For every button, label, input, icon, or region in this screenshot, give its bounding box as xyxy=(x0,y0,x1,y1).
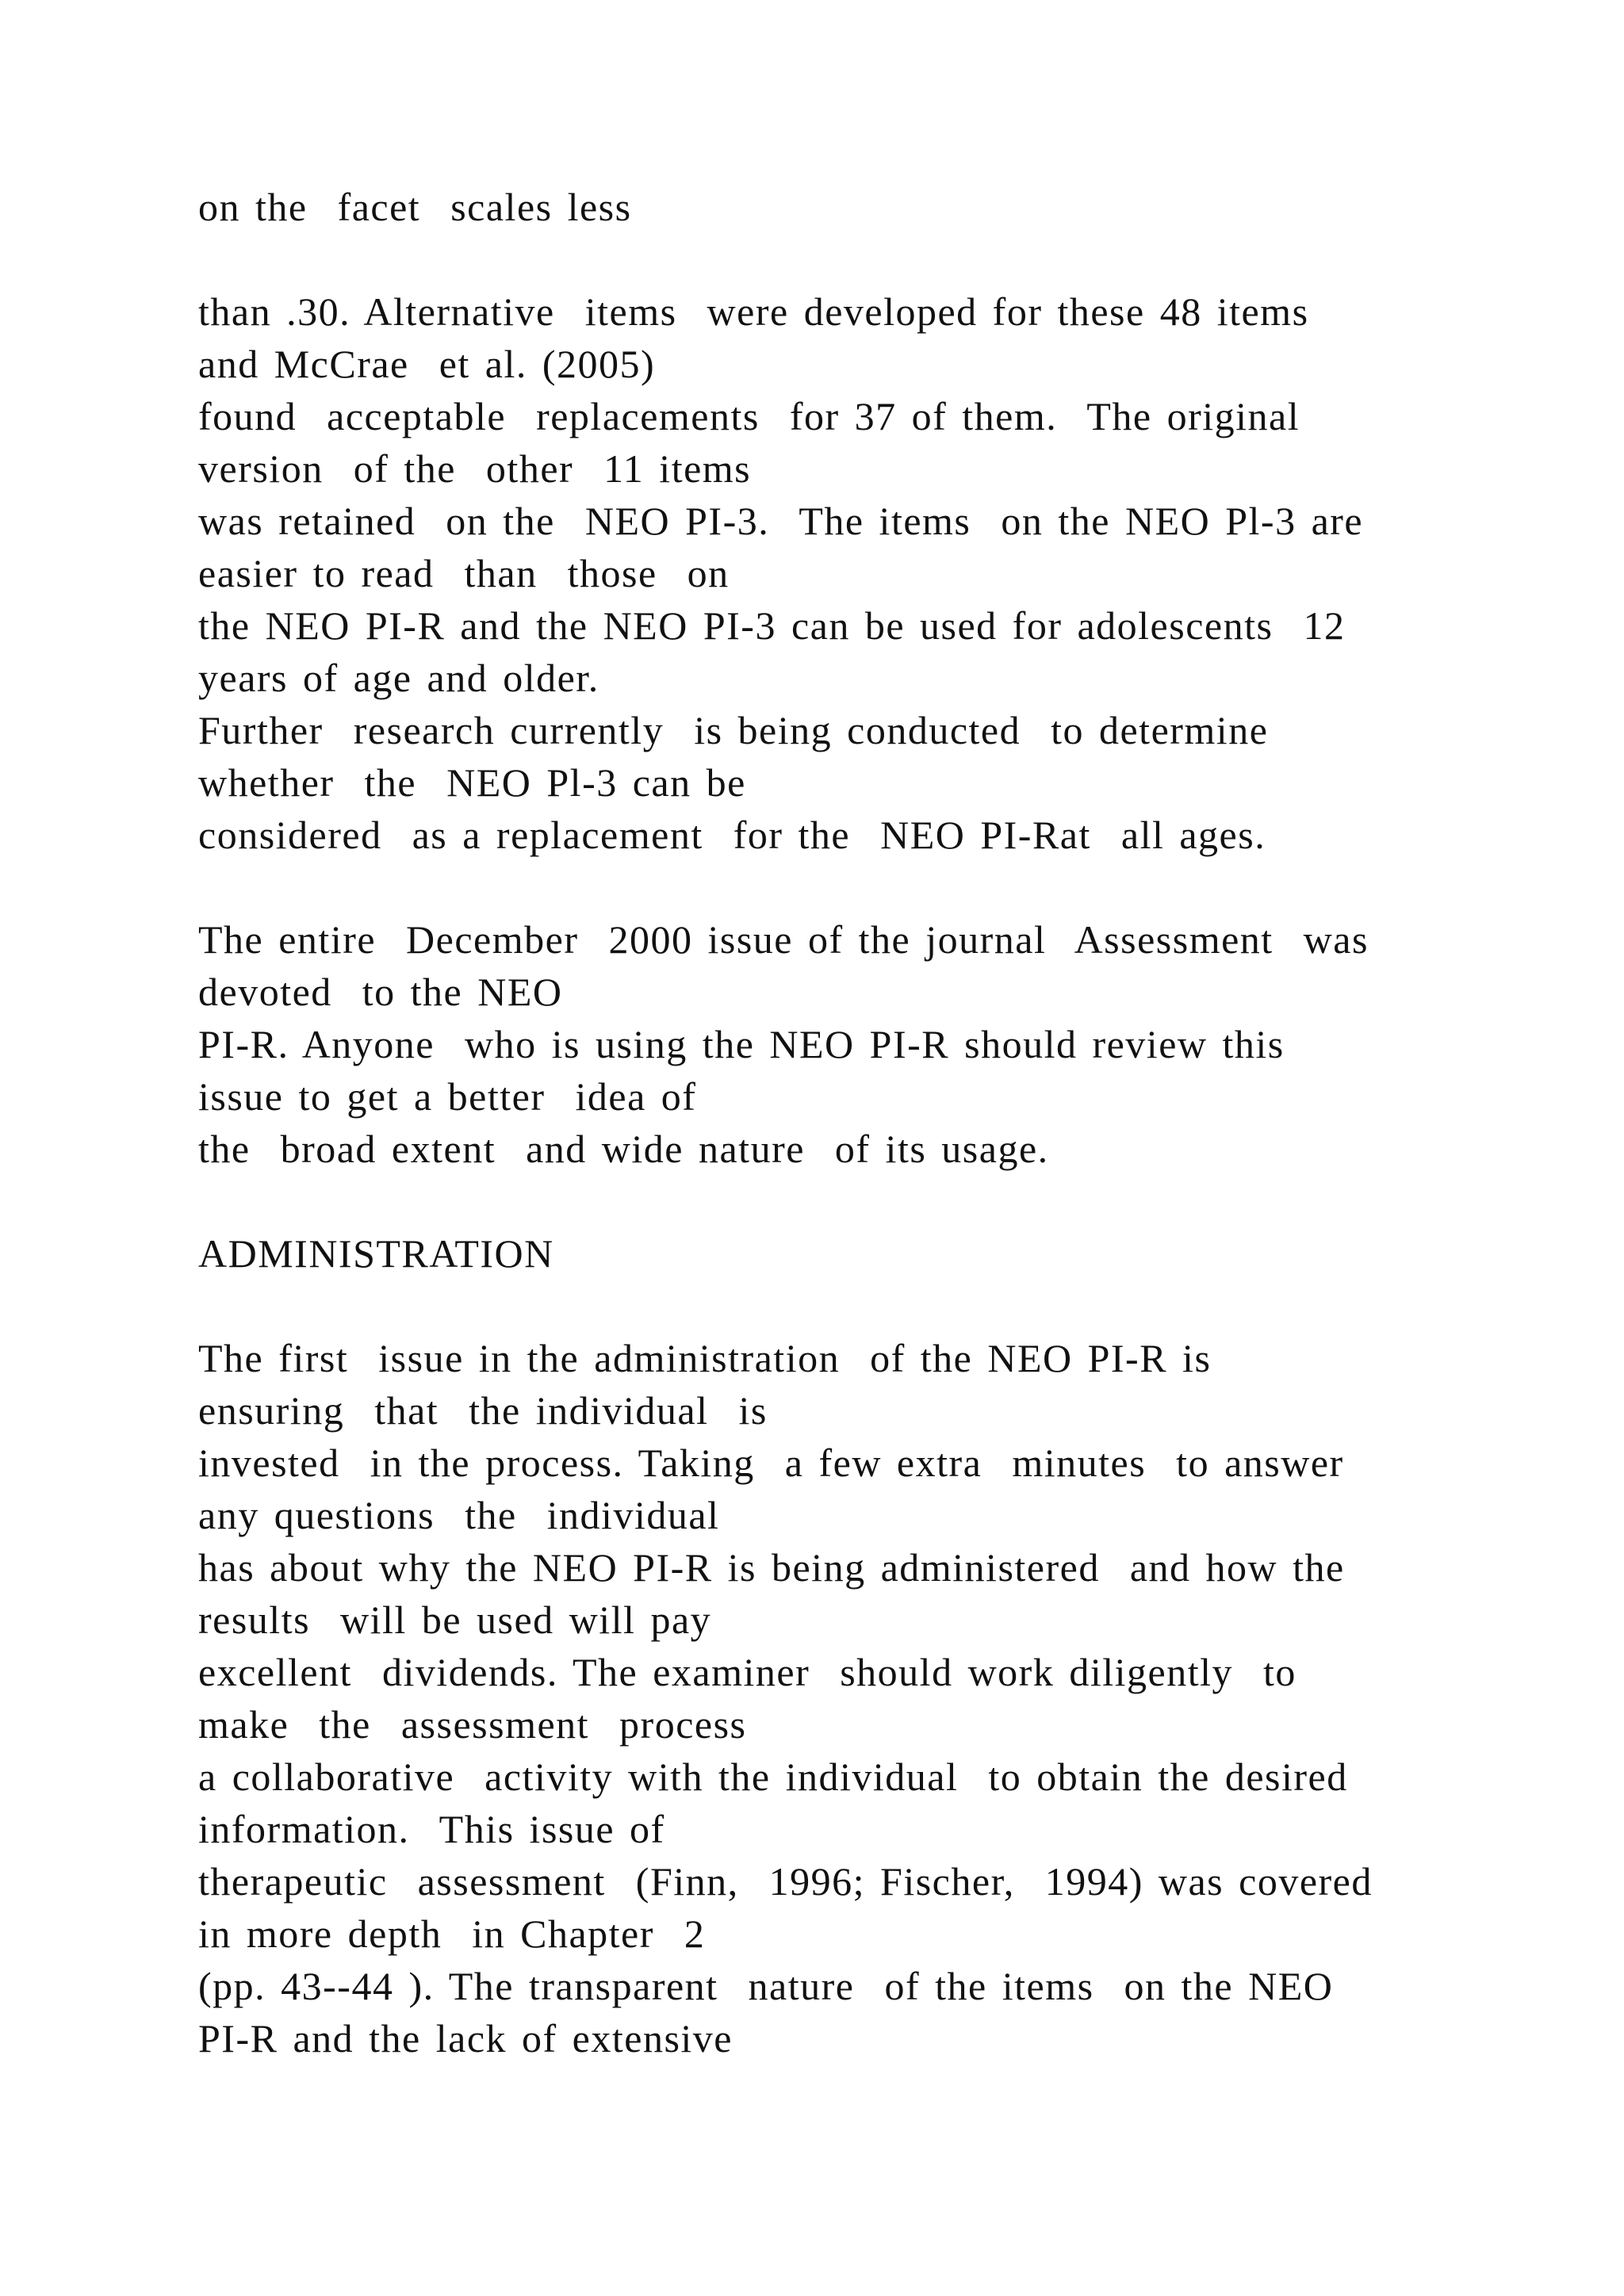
text-line: on the facet scales less xyxy=(198,185,632,229)
text-line: version of the other 11 items xyxy=(198,446,752,491)
text-line: The first issue in the administration of the NEO PI-R is xyxy=(198,1336,1212,1380)
text-line: ensuring that the individual is xyxy=(198,1388,768,1433)
text-line: found acceptable replacements for 37 of them. The original xyxy=(198,394,1300,438)
paragraph-administration xyxy=(198,1332,1435,2064)
text-line: results will be used will pay xyxy=(198,1598,712,1642)
text-line: the broad extent and wide nature of its usage. xyxy=(198,1127,1049,1171)
text-line: make the assessment process xyxy=(198,1702,747,1747)
text-line: issue to get a better idea of xyxy=(198,1074,697,1119)
text-line: The entire December 2000 issue of the journal Assessment was xyxy=(198,917,1369,962)
text-line: information. This issue of xyxy=(198,1807,665,1851)
text-line: easier to read than those on xyxy=(198,551,730,595)
text-line: than .30. Alternative items were developed for these 48 items xyxy=(198,289,1309,334)
text-line: the NEO PI-R and the NEO PI-3 can be used for adolescents 12 xyxy=(198,603,1346,648)
text-line: in more depth in Chapter 2 xyxy=(198,1911,706,1956)
text-line: PI-R. Anyone who is using the NEO PI-R should review this xyxy=(198,1022,1285,1066)
text-line: Further research currently is being conducted to determine xyxy=(198,708,1269,752)
text-line: therapeutic assessment (Finn, 1996; Fischer, 1994) was covered xyxy=(198,1859,1373,1904)
text-line: considered as a replacement for the NEO PI-Rat all ages. xyxy=(198,813,1266,857)
text-line: and McCrae et al. (2005) xyxy=(198,342,656,386)
text-line: a collaborative activity with the individual to obtain the desired xyxy=(198,1755,1348,1799)
text-line: PI-R and the lack of extensive xyxy=(198,2016,733,2061)
text-line: years of age and older. xyxy=(198,656,599,700)
paragraph-fragment xyxy=(198,181,1435,233)
text-line: was retained on the NEO PI-3. The items on the NEO Pl-3 are xyxy=(198,499,1364,543)
text-line: any questions the individual xyxy=(198,1493,720,1537)
text-line: has about why the NEO PI-R is being administered and how the xyxy=(198,1545,1345,1590)
text-line: invested in the process. Taking a few extra minutes to answer xyxy=(198,1441,1344,1485)
text-line: whether the NEO Pl-3 can be xyxy=(198,760,746,805)
document-page xyxy=(198,181,1435,2064)
text-line: devoted to the NEO xyxy=(198,970,563,1014)
paragraph-neo-pi3-items xyxy=(198,285,1435,861)
text-line: (pp. 43--44 ). The transparent nature of the items on the NEO xyxy=(198,1964,1334,2008)
paragraph-assessment-journal xyxy=(198,913,1435,1175)
section-heading-administration: ADMINISTRATION xyxy=(198,1231,554,1276)
text-line: excellent dividends. The examiner should work diligently to xyxy=(198,1650,1297,1694)
